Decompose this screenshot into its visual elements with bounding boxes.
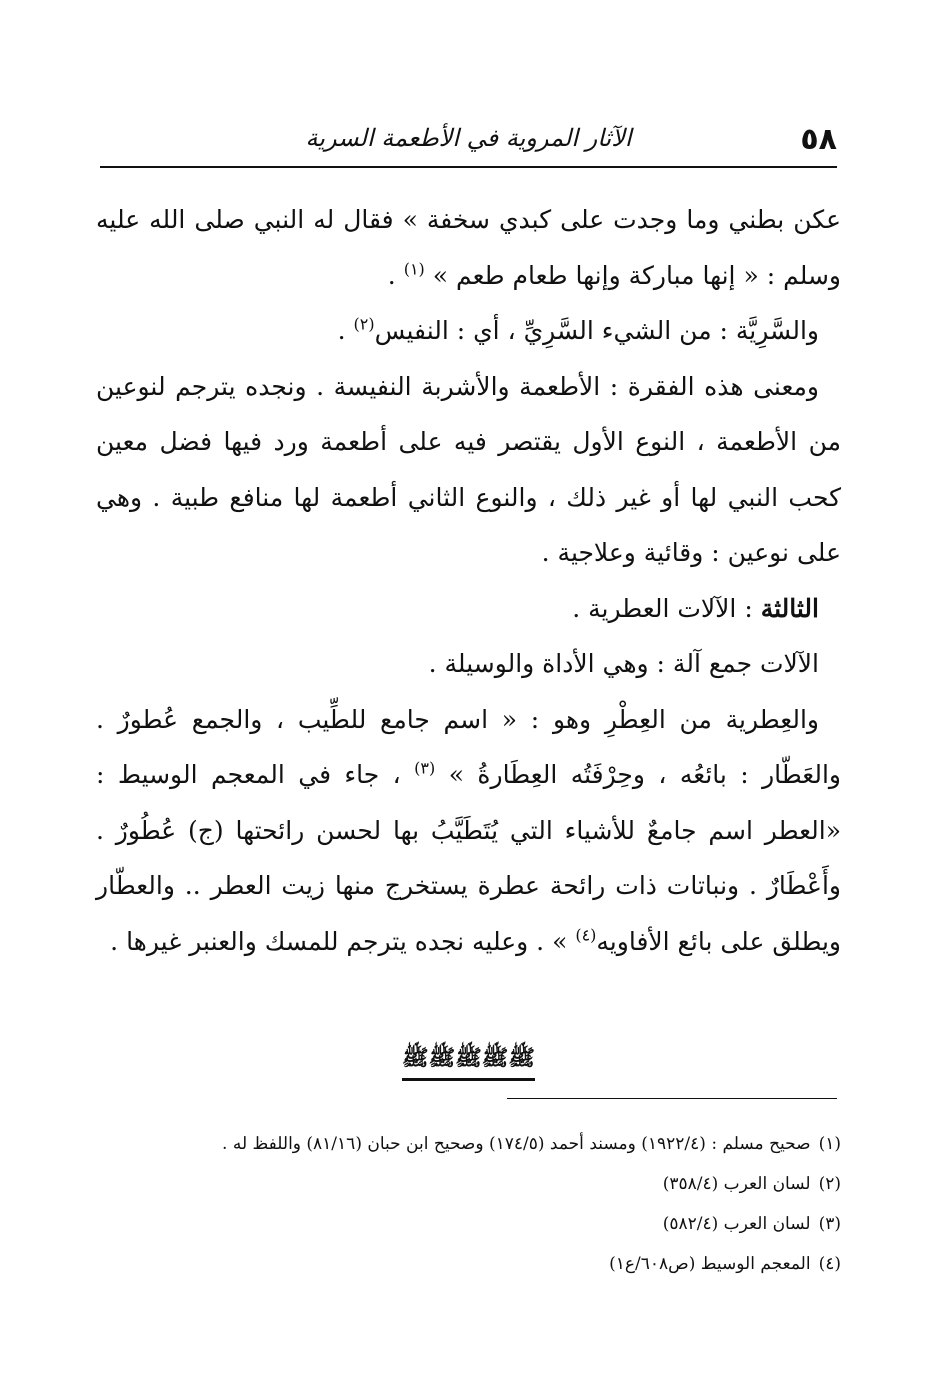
- paragraph-1: [96, 192, 841, 303]
- section-ornament: [0, 1044, 937, 1081]
- footnote-ref-4[interactable]: (٤): [575, 925, 597, 945]
- paragraph-6-text-b: ، جاء في المعجم الوسيط : «العطر اسم جامعٌ للأشياء التي يُتَطَيَّبُ بها لحسن رائحتها (ج) عُطُورٌ . وأَعْطَارٌ . ونباتات ذات رائحة عطرة يستخرج منها زيت العطر .. والعطّار ويطلق على بائع الأفاويه: [96, 760, 841, 956]
- footnote-number: (١): [818, 1134, 841, 1154]
- header-rule: [100, 166, 837, 168]
- paragraph-6-text-a: والعِطرية من العِطْرِ وهو : « اسم جامع للطِّيب ، والجمع عُطورٌ . والعَطّار : بائعُه ، وحِرْفَتُه العِطَارةُ »: [96, 704, 842, 789]
- paragraph-6-text-c: » . وعليه نجده يترجم للمسك والعنبر غيرها .: [110, 926, 576, 956]
- footnote-text: المعجم الوسيط (ص٦٠٨/ع١): [609, 1254, 811, 1274]
- footnote-4: [96, 1244, 841, 1284]
- paragraph-5: الآلات جمع آلة : وهي الأداة والوسيلة .: [428, 649, 819, 678]
- paragraph-1-text: عكن بطني وما وجدت على كبدي سخفة » فقال له النبي صلى الله عليه وسلم : « إنها مباركة وإنها طعام طعم »: [96, 205, 841, 290]
- paragraph-2: [96, 303, 841, 359]
- paragraph-2-end: .: [337, 316, 354, 345]
- footnote-text: لسان العرب (٥٨٢/٤): [662, 1214, 811, 1234]
- main-text: [96, 192, 841, 969]
- footnote-2: [96, 1164, 841, 1204]
- page-header: [100, 118, 837, 168]
- section-heading-third: الثالثة: [760, 593, 819, 623]
- paragraph-4: [96, 581, 841, 637]
- paragraph-6: [96, 692, 841, 970]
- footnote-number: (٣): [818, 1214, 841, 1234]
- paragraph-2-text: والسَّرِيَّة : من الشيء السَّرِيِّ ، أي : النفيس: [374, 316, 819, 345]
- footnote-ref-3[interactable]: (٣): [414, 758, 436, 778]
- footnote-number: (٢): [818, 1174, 841, 1194]
- footnote-1: [96, 1124, 841, 1164]
- section-heading-rest: : الآلات العطرية .: [572, 593, 761, 623]
- running-title: الآثار المروية في الأطعمة السرية: [305, 124, 632, 152]
- footnote-ref-2[interactable]: (٢): [353, 314, 375, 334]
- footnote-ref-1[interactable]: (١): [403, 259, 425, 279]
- footnotes: [96, 1124, 841, 1284]
- paragraph-1-end: .: [387, 260, 404, 290]
- ornament-glyphs: ﷺﷺﷺﷺﷺ: [402, 1044, 535, 1081]
- footnote-number: (٤): [818, 1254, 841, 1274]
- paragraph-3: ومعنى هذه الفقرة : الأطعمة والأشربة النفيسة . ونجده يترجم لنوعين من الأطعمة ، النوع الأول يقتصر فيه على أطعمة ورد فيها فضل معين كحب النبي لها أو غير ذلك ، والنوع الثاني أطعمة لها منافع طبية . وهي على نوعين : وقائية وعلاجية .: [96, 371, 841, 567]
- page-number: ٥٨: [800, 122, 837, 157]
- footnote-3: [96, 1204, 841, 1244]
- footnote-text: صحيح مسلم : (١٩٢٢/٤) ومسند أحمد (١٧٤/٥) وصحيح ابن حبان (٨١/١٦) واللفظ له .: [222, 1134, 811, 1154]
- footnote-text: لسان العرب (٣٥٨/٤): [662, 1174, 811, 1194]
- footnote-rule: [507, 1098, 837, 1099]
